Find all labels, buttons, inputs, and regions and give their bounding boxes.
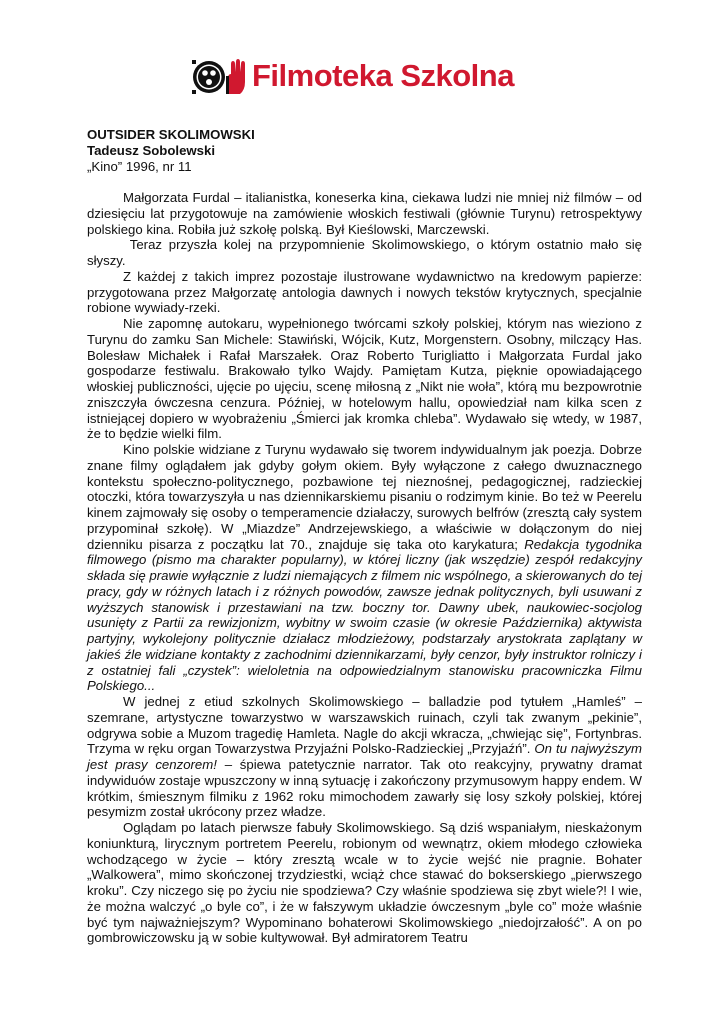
article-title: OUTSIDER SKOLIMOWSKI	[87, 127, 255, 142]
article-header	[87, 127, 647, 175]
paragraph-1: Małgorzata Furdal – italianistka, koneserka kina, ciekawa ludzi nie mniej niż filmów – od dziesięciu lat przygotowuje na zamówienie włoskich festiwali (głównie Turynu) retrospektywy polskiego kina. Robiła już szkołę polską. Był Kieślowski, Marczewski.	[87, 190, 642, 237]
paragraph-6-text-a: W jednej z etiud szkolnych Skolimowskiego – balladzie pod tytułem „Hamleś” – szemrane, artystyczne towarzystwo w warszawskich ruinach, czyli tak zwanym „pekinie”, odgrywa sobie a Muzom tragedię Hamleta. Nagle do akcji wkracza, „chwiejąc się”, Fortynbras. Trzyma w ręku organ Towarzystwa Przyjaźni Polsko-Radzieckiej „Przyjaźń”.	[87, 694, 642, 757]
article-body	[87, 190, 646, 946]
article-author: Tadeusz Sobolewski	[87, 143, 215, 158]
logo-text: Filmoteka Szkolna	[252, 58, 514, 93]
paragraph-2: Teraz przyszła kolej na przypomnienie Skolimowskiego, o którym ostatnio mało się słyszy.	[87, 237, 646, 268]
paragraph-6	[87, 694, 642, 820]
film-reel-hand-icon	[190, 56, 248, 96]
filmoteka-logo	[190, 54, 530, 98]
paragraph-3: Z każdej z takich imprez pozostaje ilustrowane wydawnictwo na kredowym papierze: przygotowana przez Małgorzatę antologia dawnych i nowych tekstów krytycznych, specjalnie robione wywiady-rzeki.	[87, 268, 642, 316]
paragraph-4: Nie zapomnę autokaru, wypełnionego twórcami szkoły polskiej, którym nas wieziono z Turynu do zamku San Michele: Stawiński, Wójcik, Kutz, Morgenstern. Osobny, milczący Has. Bolesław Michałek i Rafał Marszałek. Oraz Roberto Turigliatto i Małgorzata Furdal jako gospodarze festiwalu. Brakowało tylko Wajdy. Pamiętam Kutza, pięknie opowiadającego włoskiej publiczności, ujęcie po ujęciu, scenę miłosną z „Nikt nie woła”, którą mu bezpowrotnie zniszczyła ówczesna cenzura. Później, w hotelowym hallu, opowiedział nam kilka scen z istniejącej dopiero w wyobrażeniu „Śmierci jak kromka chleba”. Wydawało się wtedy, w 1987, że to będzie wielki film.	[87, 316, 642, 442]
paragraph-7: Oglądam po latach pierwsze fabuły Skolimowskiego. Są dziś wspaniałym, nieskażonym koniunkturą, lirycznym portretem Peerelu, robionym od wewnątrz, okiem młodego człowieka wchodzącego w życie – który zresztą wcale w to życie wejść nie pragnie. Bohater „Walkowera”, mimo skończonej trzydziestki, wciąż chce stawać do bokserskiego „pierwszego kroku”. Czy niczego się po życiu nie spodziewa? Czy właśnie spodziewa się zbyt wiele?! I wie, że można walczyć „o byle co”, i że w fałszywym układzie ówczesnym „byle co” może właśnie być tym najważniejszym? Wypominano bohaterowi Skolimowskiego „niedojrzałość”. A on po gombrowiczowsku ją w sobie kultywował. Był admiratorem Teatru	[87, 820, 642, 946]
paragraph-5-text: Kino polskie widziane z Turynu wydawało się tworem indywidualnym jak poezja. Dobrze znane filmy oglądałem jak gdyby gołym okiem. Były wyłączone z całego dwuznacznego kontekstu społeczno-politycznego, pozbawione tej nieznośnej, pedagogicznej, radzieckiej otoczki, która towarzyszyła u nas dziennikarskiemu pisaniu o rodzimym kinie. Bo też w Peerelu kinem zajmowały się osoby o temperamencie działaczy, surowych belfrów (zresztą cały system przypominał szkołę). W „Miazdze” Andrzejewskiego, a właściwie w dołączonym do niej dzienniku pisarza z początku lat 70., znajduje się taka oto karykatura;	[87, 442, 642, 552]
paragraph-6-text-b: – śpiewa patetycznie narrator. Tak oto reakcyjny, prywatny dramat indywiduów zostaje wpuszczony w inną sytuację i zakończony przymusowym happy endem. W krótkim, śmiesznym filmiku z 1962 roku mimochodem zawarły się losy szkoły polskiej, której pesymizm został ukrócony przez władze.	[87, 757, 642, 820]
paragraph-5-quote: Redakcja tygodnika filmowego (pismo ma charakter popularny), w której liczny (jak wszędzie) zespół redakcyjny składa się prawie wyłącznie z ludzi niemających z filmem nic wspólnego, a skierowanych do tej pracy, gdy w różnych latach i z różnych powodów, zawsze jednak politycznych, byli usuwani z wyższych stanowisk i przestawiani na tzw. boczny tor. Dawny ubek, naukowiec-socjolog usunięty z Partii za rewizjonizm, wybitny w swoim czasie (w okresie Października) aktywista partyjny, wykolejony politycznie działacz młodzieżowy, podstarzały arystokrata zaplątany w jakieś źle widziane kontakty z zachodnimi dziennikarzami, były cenzor, były instruktor rolniczy i z ostatniej fali „czystek”: wieloletnia na odpowiedzialnym stanowisku pracowniczka Filmu Polskiego...	[87, 536, 642, 694]
article-source: „Kino” 1996, nr 11	[87, 159, 192, 174]
paragraph-6-quote: On tu najwyższym jest prasy cenzorem!	[87, 741, 643, 772]
paragraph-5	[87, 442, 642, 694]
